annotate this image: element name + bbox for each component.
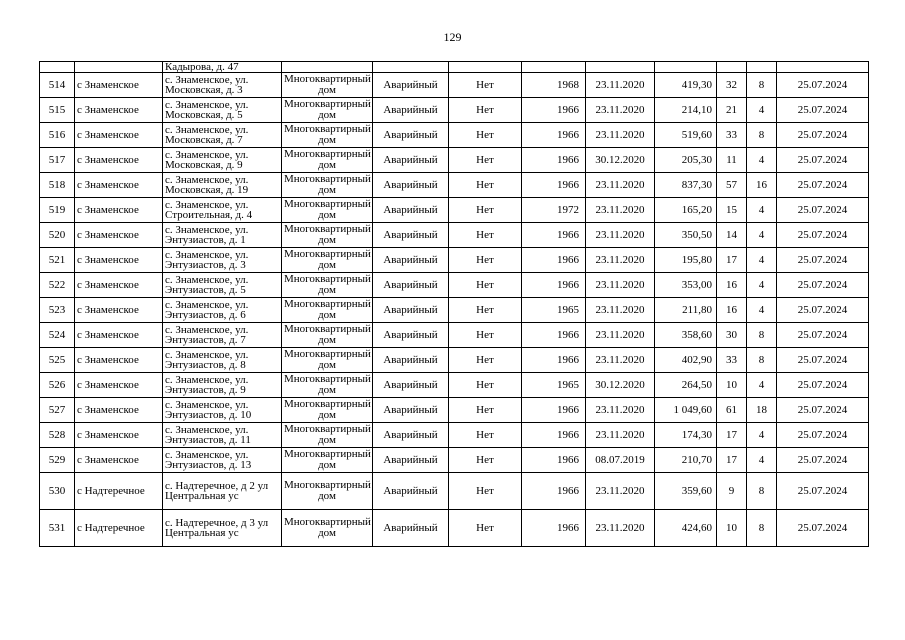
apartments-count-cell: 4 <box>747 248 777 273</box>
year-built-cell: 1966 <box>522 423 586 448</box>
area-cell: 214,10 <box>655 98 717 123</box>
apartments-count-cell: 8 <box>747 473 777 510</box>
flag-cell: Нет <box>449 223 522 248</box>
residents-count-cell: 17 <box>717 448 747 473</box>
planned-date-cell: 25.07.2024 <box>777 73 869 98</box>
table-row <box>40 248 869 273</box>
area-cell: 353,00 <box>655 273 717 298</box>
apartments-count-cell: 18 <box>747 398 777 423</box>
address-cell: с. Знаменское, ул. Московская, д. 3 <box>163 73 282 98</box>
residents-count-cell: 57 <box>717 173 747 198</box>
row-number: 521 <box>40 248 75 273</box>
apartments-count-cell: 4 <box>747 448 777 473</box>
settlement-cell: с Знаменское <box>75 148 163 173</box>
area-cell: 359,60 <box>655 473 717 510</box>
table-row <box>40 423 869 448</box>
residents-count-cell: 15 <box>717 198 747 223</box>
address-cell: с. Знаменское, ул. Московская, д. 5 <box>163 98 282 123</box>
apartments-count-cell: 8 <box>747 348 777 373</box>
settlement-cell: с Надтеречное <box>75 510 163 547</box>
area-cell: 1 049,60 <box>655 398 717 423</box>
residents-count-cell: 14 <box>717 223 747 248</box>
apartments-count-cell: 4 <box>747 273 777 298</box>
area-cell: 350,50 <box>655 223 717 248</box>
row-number: 530 <box>40 473 75 510</box>
row-number: 519 <box>40 198 75 223</box>
condition-cell: Аварийный <box>373 423 449 448</box>
recognition-date-cell: 23.11.2020 <box>586 348 655 373</box>
apartments-count-cell: 4 <box>747 298 777 323</box>
recognition-date-cell: 23.11.2020 <box>586 323 655 348</box>
table-row <box>40 98 869 123</box>
continuation-address: Кадырова, д. 47 <box>163 62 282 73</box>
residents-count-cell: 61 <box>717 398 747 423</box>
condition-cell: Аварийный <box>373 273 449 298</box>
residents-count-cell: 30 <box>717 323 747 348</box>
building-type-cell: Многоквартирный дом <box>282 273 373 298</box>
table-row <box>40 348 869 373</box>
settlement-cell: с Знаменское <box>75 298 163 323</box>
recognition-date-cell: 23.11.2020 <box>586 98 655 123</box>
area-cell: 205,30 <box>655 148 717 173</box>
condition-cell: Аварийный <box>373 298 449 323</box>
table-row <box>40 123 869 148</box>
building-type-cell: Многоквартирный дом <box>282 323 373 348</box>
residents-count-cell: 16 <box>717 273 747 298</box>
address-cell: с. Знаменское, ул. Московская, д. 19 <box>163 173 282 198</box>
recognition-date-cell: 23.11.2020 <box>586 510 655 547</box>
row-number: 531 <box>40 510 75 547</box>
year-built-cell: 1966 <box>522 248 586 273</box>
residents-count-cell: 33 <box>717 348 747 373</box>
table-row <box>40 373 869 398</box>
settlement-cell: с Знаменское <box>75 173 163 198</box>
area-cell: 402,90 <box>655 348 717 373</box>
flag-cell: Нет <box>449 198 522 223</box>
condition-cell: Аварийный <box>373 148 449 173</box>
condition-cell: Аварийный <box>373 73 449 98</box>
planned-date-cell: 25.07.2024 <box>777 123 869 148</box>
apartments-count-cell: 4 <box>747 148 777 173</box>
condition-cell: Аварийный <box>373 323 449 348</box>
building-type-cell: Многоквартирный дом <box>282 510 373 547</box>
settlement-cell: с Знаменское <box>75 348 163 373</box>
flag-cell: Нет <box>449 423 522 448</box>
recognition-date-cell: 08.07.2019 <box>586 448 655 473</box>
year-built-cell: 1966 <box>522 348 586 373</box>
apartments-count-cell: 4 <box>747 98 777 123</box>
planned-date-cell: 25.07.2024 <box>777 448 869 473</box>
row-number: 518 <box>40 173 75 198</box>
year-built-cell: 1966 <box>522 473 586 510</box>
row-number: 516 <box>40 123 75 148</box>
year-built-cell: 1966 <box>522 398 586 423</box>
planned-date-cell: 25.07.2024 <box>777 323 869 348</box>
building-type-cell: Многоквартирный дом <box>282 373 373 398</box>
building-type-cell: Многоквартирный дом <box>282 223 373 248</box>
settlement-cell: с Знаменское <box>75 73 163 98</box>
settlement-cell: с Знаменское <box>75 273 163 298</box>
row-number: 525 <box>40 348 75 373</box>
flag-cell: Нет <box>449 298 522 323</box>
table-row <box>40 73 869 98</box>
planned-date-cell: 25.07.2024 <box>777 173 869 198</box>
year-built-cell: 1968 <box>522 73 586 98</box>
row-number: 523 <box>40 298 75 323</box>
housing-registry-table <box>39 61 869 547</box>
planned-date-cell: 25.07.2024 <box>777 473 869 510</box>
settlement-cell: с Знаменское <box>75 198 163 223</box>
condition-cell: Аварийный <box>373 448 449 473</box>
address-cell: с. Знаменское, ул. Энтузиастов, д. 6 <box>163 298 282 323</box>
residents-count-cell: 17 <box>717 248 747 273</box>
apartments-count-cell: 8 <box>747 73 777 98</box>
flag-cell: Нет <box>449 173 522 198</box>
flag-cell: Нет <box>449 273 522 298</box>
building-type-cell: Многоквартирный дом <box>282 148 373 173</box>
condition-cell: Аварийный <box>373 248 449 273</box>
row-number: 515 <box>40 98 75 123</box>
area-cell: 195,80 <box>655 248 717 273</box>
flag-cell: Нет <box>449 373 522 398</box>
flag-cell: Нет <box>449 323 522 348</box>
row-number: 528 <box>40 423 75 448</box>
row-number: 514 <box>40 73 75 98</box>
apartments-count-cell: 4 <box>747 198 777 223</box>
planned-date-cell: 25.07.2024 <box>777 273 869 298</box>
row-number: 526 <box>40 373 75 398</box>
planned-date-cell: 25.07.2024 <box>777 373 869 398</box>
address-cell: с. Знаменское, ул. Энтузиастов, д. 10 <box>163 398 282 423</box>
address-cell: с. Знаменское, ул. Московская, д. 7 <box>163 123 282 148</box>
recognition-date-cell: 23.11.2020 <box>586 73 655 98</box>
recognition-date-cell: 23.11.2020 <box>586 248 655 273</box>
table-row <box>40 173 869 198</box>
recognition-date-cell: 23.11.2020 <box>586 473 655 510</box>
building-type-cell: Многоквартирный дом <box>282 248 373 273</box>
building-type-cell: Многоквартирный дом <box>282 398 373 423</box>
condition-cell: Аварийный <box>373 510 449 547</box>
recognition-date-cell: 23.11.2020 <box>586 198 655 223</box>
row-number: 520 <box>40 223 75 248</box>
recognition-date-cell: 23.11.2020 <box>586 298 655 323</box>
area-cell: 519,60 <box>655 123 717 148</box>
building-type-cell: Многоквартирный дом <box>282 123 373 148</box>
address-cell: с. Надтеречное, д 3 ул Центральная ус <box>163 510 282 547</box>
year-built-cell: 1965 <box>522 298 586 323</box>
year-built-cell: 1972 <box>522 198 586 223</box>
condition-cell: Аварийный <box>373 123 449 148</box>
address-cell: с. Знаменское, ул. Энтузиастов, д. 11 <box>163 423 282 448</box>
address-cell: с. Знаменское, ул. Энтузиастов, д. 5 <box>163 273 282 298</box>
building-type-cell: Многоквартирный дом <box>282 348 373 373</box>
flag-cell: Нет <box>449 148 522 173</box>
year-built-cell: 1966 <box>522 148 586 173</box>
address-cell: с. Знаменское, ул. Московская, д. 9 <box>163 148 282 173</box>
residents-count-cell: 10 <box>717 373 747 398</box>
area-cell: 211,80 <box>655 298 717 323</box>
residents-count-cell: 32 <box>717 73 747 98</box>
year-built-cell: 1966 <box>522 123 586 148</box>
recognition-date-cell: 30.12.2020 <box>586 373 655 398</box>
building-type-cell: Многоквартирный дом <box>282 98 373 123</box>
flag-cell: Нет <box>449 398 522 423</box>
condition-cell: Аварийный <box>373 223 449 248</box>
settlement-cell: с Знаменское <box>75 123 163 148</box>
year-built-cell: 1966 <box>522 273 586 298</box>
address-cell: с. Знаменское, ул. Строительная, д. 4 <box>163 198 282 223</box>
row-number: 529 <box>40 448 75 473</box>
area-cell: 837,30 <box>655 173 717 198</box>
area-cell: 165,20 <box>655 198 717 223</box>
settlement-cell: с Знаменское <box>75 248 163 273</box>
flag-cell: Нет <box>449 98 522 123</box>
planned-date-cell: 25.07.2024 <box>777 198 869 223</box>
area-cell: 424,60 <box>655 510 717 547</box>
flag-cell: Нет <box>449 123 522 148</box>
year-built-cell: 1966 <box>522 98 586 123</box>
condition-cell: Аварийный <box>373 373 449 398</box>
residents-count-cell: 21 <box>717 98 747 123</box>
recognition-date-cell: 23.11.2020 <box>586 223 655 248</box>
planned-date-cell: 25.07.2024 <box>777 248 869 273</box>
address-cell: с. Знаменское, ул. Энтузиастов, д. 1 <box>163 223 282 248</box>
planned-date-cell: 25.07.2024 <box>777 98 869 123</box>
area-cell: 210,70 <box>655 448 717 473</box>
address-cell: с. Знаменское, ул. Энтузиастов, д. 9 <box>163 373 282 398</box>
table-row <box>40 198 869 223</box>
residents-count-cell: 16 <box>717 298 747 323</box>
flag-cell: Нет <box>449 448 522 473</box>
residents-count-cell: 10 <box>717 510 747 547</box>
table-row <box>40 448 869 473</box>
year-built-cell: 1966 <box>522 173 586 198</box>
area-cell: 419,30 <box>655 73 717 98</box>
address-cell: с. Надтеречное, д 2 ул Центральная ус <box>163 473 282 510</box>
recognition-date-cell: 23.11.2020 <box>586 423 655 448</box>
year-built-cell: 1966 <box>522 448 586 473</box>
area-cell: 264,50 <box>655 373 717 398</box>
residents-count-cell: 33 <box>717 123 747 148</box>
settlement-cell: с Знаменское <box>75 98 163 123</box>
table-row <box>40 473 869 510</box>
flag-cell: Нет <box>449 248 522 273</box>
condition-cell: Аварийный <box>373 173 449 198</box>
planned-date-cell: 25.07.2024 <box>777 298 869 323</box>
table-row <box>40 398 869 423</box>
year-built-cell: 1965 <box>522 373 586 398</box>
address-cell: с. Знаменское, ул. Энтузиастов, д. 13 <box>163 448 282 473</box>
recognition-date-cell: 23.11.2020 <box>586 173 655 198</box>
address-cell: с. Знаменское, ул. Энтузиастов, д. 8 <box>163 348 282 373</box>
building-type-cell: Многоквартирный дом <box>282 423 373 448</box>
settlement-cell: с Знаменское <box>75 323 163 348</box>
apartments-count-cell: 8 <box>747 323 777 348</box>
page-number: 129 <box>443 30 462 44</box>
planned-date-cell: 25.07.2024 <box>777 423 869 448</box>
recognition-date-cell: 23.11.2020 <box>586 123 655 148</box>
continuation-row <box>40 62 869 73</box>
building-type-cell: Многоквартирный дом <box>282 448 373 473</box>
residents-count-cell: 9 <box>717 473 747 510</box>
year-built-cell: 1966 <box>522 510 586 547</box>
apartments-count-cell: 4 <box>747 423 777 448</box>
condition-cell: Аварийный <box>373 198 449 223</box>
building-type-cell: Многоквартирный дом <box>282 173 373 198</box>
table-row <box>40 273 869 298</box>
building-type-cell: Многоквартирный дом <box>282 198 373 223</box>
flag-cell: Нет <box>449 510 522 547</box>
condition-cell: Аварийный <box>373 473 449 510</box>
flag-cell: Нет <box>449 348 522 373</box>
residents-count-cell: 17 <box>717 423 747 448</box>
condition-cell: Аварийный <box>373 98 449 123</box>
table-row <box>40 223 869 248</box>
table-row <box>40 510 869 547</box>
settlement-cell: с Знаменское <box>75 423 163 448</box>
condition-cell: Аварийный <box>373 398 449 423</box>
residents-count-cell: 11 <box>717 148 747 173</box>
apartments-count-cell: 8 <box>747 123 777 148</box>
planned-date-cell: 25.07.2024 <box>777 348 869 373</box>
apartments-count-cell: 4 <box>747 373 777 398</box>
recognition-date-cell: 23.11.2020 <box>586 398 655 423</box>
recognition-date-cell: 30.12.2020 <box>586 148 655 173</box>
row-number: 524 <box>40 323 75 348</box>
building-type-cell: Многоквартирный дом <box>282 73 373 98</box>
table-row <box>40 148 869 173</box>
address-cell: с. Знаменское, ул. Энтузиастов, д. 7 <box>163 323 282 348</box>
year-built-cell: 1966 <box>522 223 586 248</box>
settlement-cell: с Знаменское <box>75 373 163 398</box>
settlement-cell: с Знаменское <box>75 398 163 423</box>
settlement-cell: с Надтеречное <box>75 473 163 510</box>
settlement-cell: с Знаменское <box>75 448 163 473</box>
apartments-count-cell: 4 <box>747 223 777 248</box>
recognition-date-cell: 23.11.2020 <box>586 273 655 298</box>
condition-cell: Аварийный <box>373 348 449 373</box>
building-type-cell: Многоквартирный дом <box>282 473 373 510</box>
area-cell: 358,60 <box>655 323 717 348</box>
year-built-cell: 1966 <box>522 323 586 348</box>
row-number: 522 <box>40 273 75 298</box>
planned-date-cell: 25.07.2024 <box>777 223 869 248</box>
building-type-cell: Многоквартирный дом <box>282 298 373 323</box>
table-row <box>40 323 869 348</box>
table-row <box>40 298 869 323</box>
area-cell: 174,30 <box>655 423 717 448</box>
row-number: 517 <box>40 148 75 173</box>
flag-cell: Нет <box>449 73 522 98</box>
flag-cell: Нет <box>449 473 522 510</box>
planned-date-cell: 25.07.2024 <box>777 510 869 547</box>
planned-date-cell: 25.07.2024 <box>777 398 869 423</box>
address-cell: с. Знаменское, ул. Энтузиастов, д. 3 <box>163 248 282 273</box>
planned-date-cell: 25.07.2024 <box>777 148 869 173</box>
row-number: 527 <box>40 398 75 423</box>
apartments-count-cell: 16 <box>747 173 777 198</box>
settlement-cell: с Знаменское <box>75 223 163 248</box>
apartments-count-cell: 8 <box>747 510 777 547</box>
